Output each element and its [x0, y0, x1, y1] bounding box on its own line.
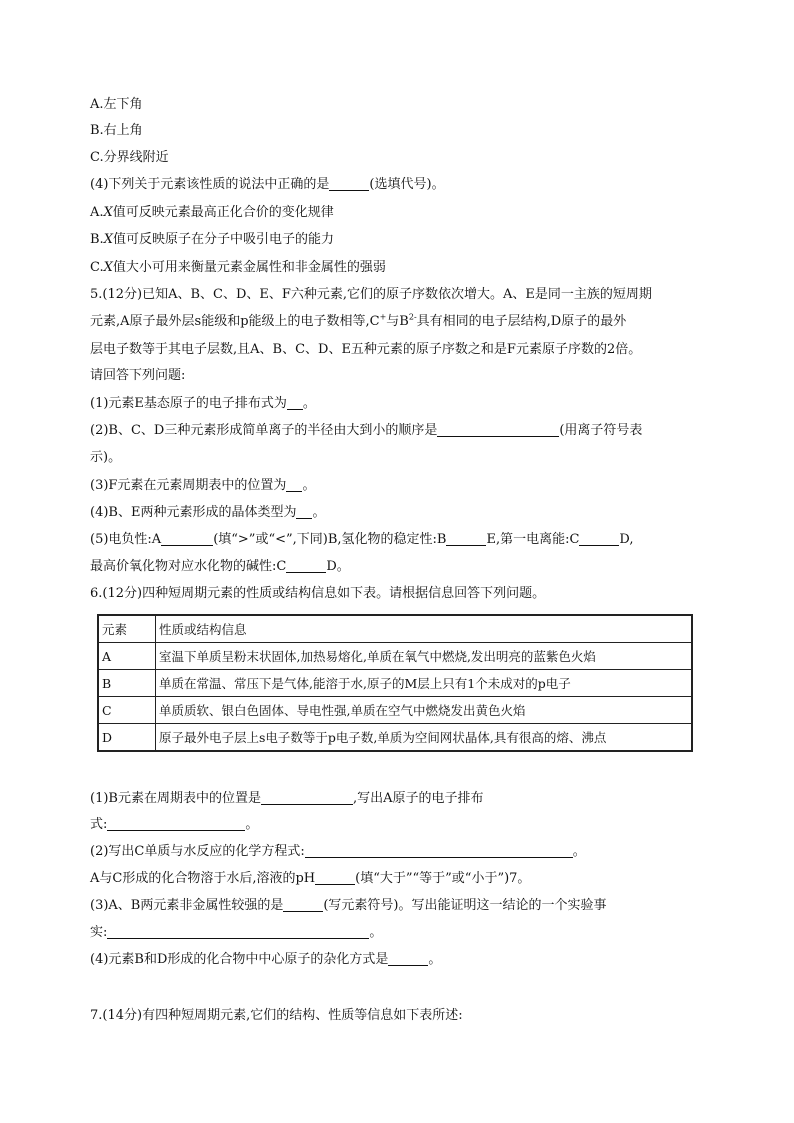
table-row [98, 670, 692, 697]
table-header-row [98, 615, 692, 643]
q5-sub1: (1)元素E基态原子的电子排布式为 。 [90, 396, 316, 411]
q6-sub2-ph: A与C形成的化合物溶于水后,溶液的pH (填“大于”“等于”或“小于”)7。 [90, 871, 531, 886]
q6-sub1-cont: 式: 。 [90, 817, 259, 832]
q4-sub4-option-a: A.X值可反映元素最高正化合价的变化规律 [90, 205, 334, 220]
q5-stem-line1: 5.(12分)已知A、B、C、D、E、F六种元素,它们的原子序数依次增大。A、E是同一主族的短周期 [90, 287, 652, 302]
answer-blank[interactable] [286, 558, 326, 573]
table-cell: C [98, 697, 156, 724]
answer-blank[interactable] [579, 531, 619, 546]
answer-blank[interactable] [446, 531, 486, 546]
table-cell: 单质质软、银白色固体、导电性强,单质在空气中燃烧发出黄色火焰 [156, 697, 693, 724]
answer-blank[interactable] [107, 816, 245, 831]
q5-stem-line3: 层电子数等于其电子层数,且A、B、C、D、E五种元素的原子序数之和是F元素原子序数的2倍。 [90, 342, 642, 357]
q5-sub5: (5)电负性:A (填“>”或“<”,下同)B,氢化物的稳定性:B E,第一电离能:C D, [90, 532, 634, 547]
table-row [98, 697, 692, 724]
q6-sub3-cont: 实: 。 [90, 925, 383, 940]
table-row [98, 724, 692, 752]
answer-blank[interactable] [296, 504, 312, 519]
table-cell: 室温下单质呈粉末状固体,加热易熔化,单质在氧气中燃烧,发出明亮的蓝紫色火焰 [156, 643, 693, 670]
option-a: A.左下角 [90, 97, 143, 112]
q6-sub4: (4)元素B和D形成的化合物中中心原子的杂化方式是 。 [90, 952, 442, 967]
q7-stem: 7.(14分)有四种短周期元素,它们的结构、性质等信息如下表所述: [90, 1008, 463, 1023]
q6-stem: 6.(12分)四种短周期元素的性质或结构信息如下表。请根据信息回答下列问题。 [90, 586, 546, 601]
element-info-table [97, 614, 693, 752]
answer-blank[interactable] [305, 843, 573, 858]
answer-blank[interactable] [315, 870, 355, 885]
table-cell: D [98, 724, 156, 752]
answer-blank[interactable] [261, 790, 353, 805]
answer-blank[interactable] [286, 477, 302, 492]
answer-blank[interactable] [388, 951, 428, 966]
table-cell: 单质在常温、常压下是气体,能溶于水,原子的M层上只有1个未成对的p电子 [156, 670, 693, 697]
answer-blank[interactable] [283, 897, 323, 912]
q5-stem-line2: 元素,A原子最外层s能级和p能级上的电子数相等,C+与$B^{2-}$具有相同的电子层结构,D原子的最外 [90, 312, 627, 329]
q6-sub1: (1)B元素在周期表中的位置是 ,写出A原子的电子排布 [90, 791, 484, 806]
q5-sub5-cont: 最高价氧化物对应水化物的碱性:C D。 [90, 559, 350, 574]
q6-sub2: (2)写出C单质与水反应的化学方程式: 。 [90, 844, 586, 859]
q5-sub2-cont: 示)。 [90, 450, 122, 465]
option-c: C.分界线附近 [90, 150, 169, 165]
table-cell: B [98, 670, 156, 697]
q5-sub2: (2)B、C、D三种元素形成简单离子的半径由大到小的顺序是 (用离子符号表 [90, 423, 643, 438]
q6-sub3: (3)A、B两元素非金属性较强的是 (写元素符号)。写出能证明这一结论的一个实验事 [90, 898, 607, 913]
table-cell: A [98, 643, 156, 670]
q4-sub4-stem: (4)下列关于元素该性质的说法中正确的是 (选填代号)。 [90, 177, 445, 192]
q4-sub4-option-c: C.X值大小可用来衡量元素金属性和非金属性的强弱 [90, 260, 386, 275]
q4-sub4-option-b: B.X值可反映原子在分子中吸引电子的能力 [90, 232, 334, 247]
answer-blank[interactable] [287, 395, 303, 410]
q5-stem-line4: 请回答下列问题: [90, 368, 186, 383]
answer-blank[interactable] [437, 422, 559, 437]
table-cell: 原子最外电子层上s电子数等于p电子数,单质为空间网状晶体,具有很高的熔、沸点 [156, 724, 693, 752]
table-header-cell: 元素 [98, 615, 156, 643]
table-row [98, 643, 692, 670]
answer-blank[interactable] [107, 924, 369, 939]
table-header-cell: 性质或结构信息 [156, 615, 693, 643]
answer-blank[interactable] [161, 531, 213, 546]
answer-blank[interactable] [329, 176, 369, 191]
option-b: B.右上角 [90, 123, 143, 138]
q5-sub4: (4)B、E两种元素形成的晶体类型为 。 [90, 505, 326, 520]
q5-sub3: (3)F元素在元素周期表中的位置为 。 [90, 478, 316, 493]
